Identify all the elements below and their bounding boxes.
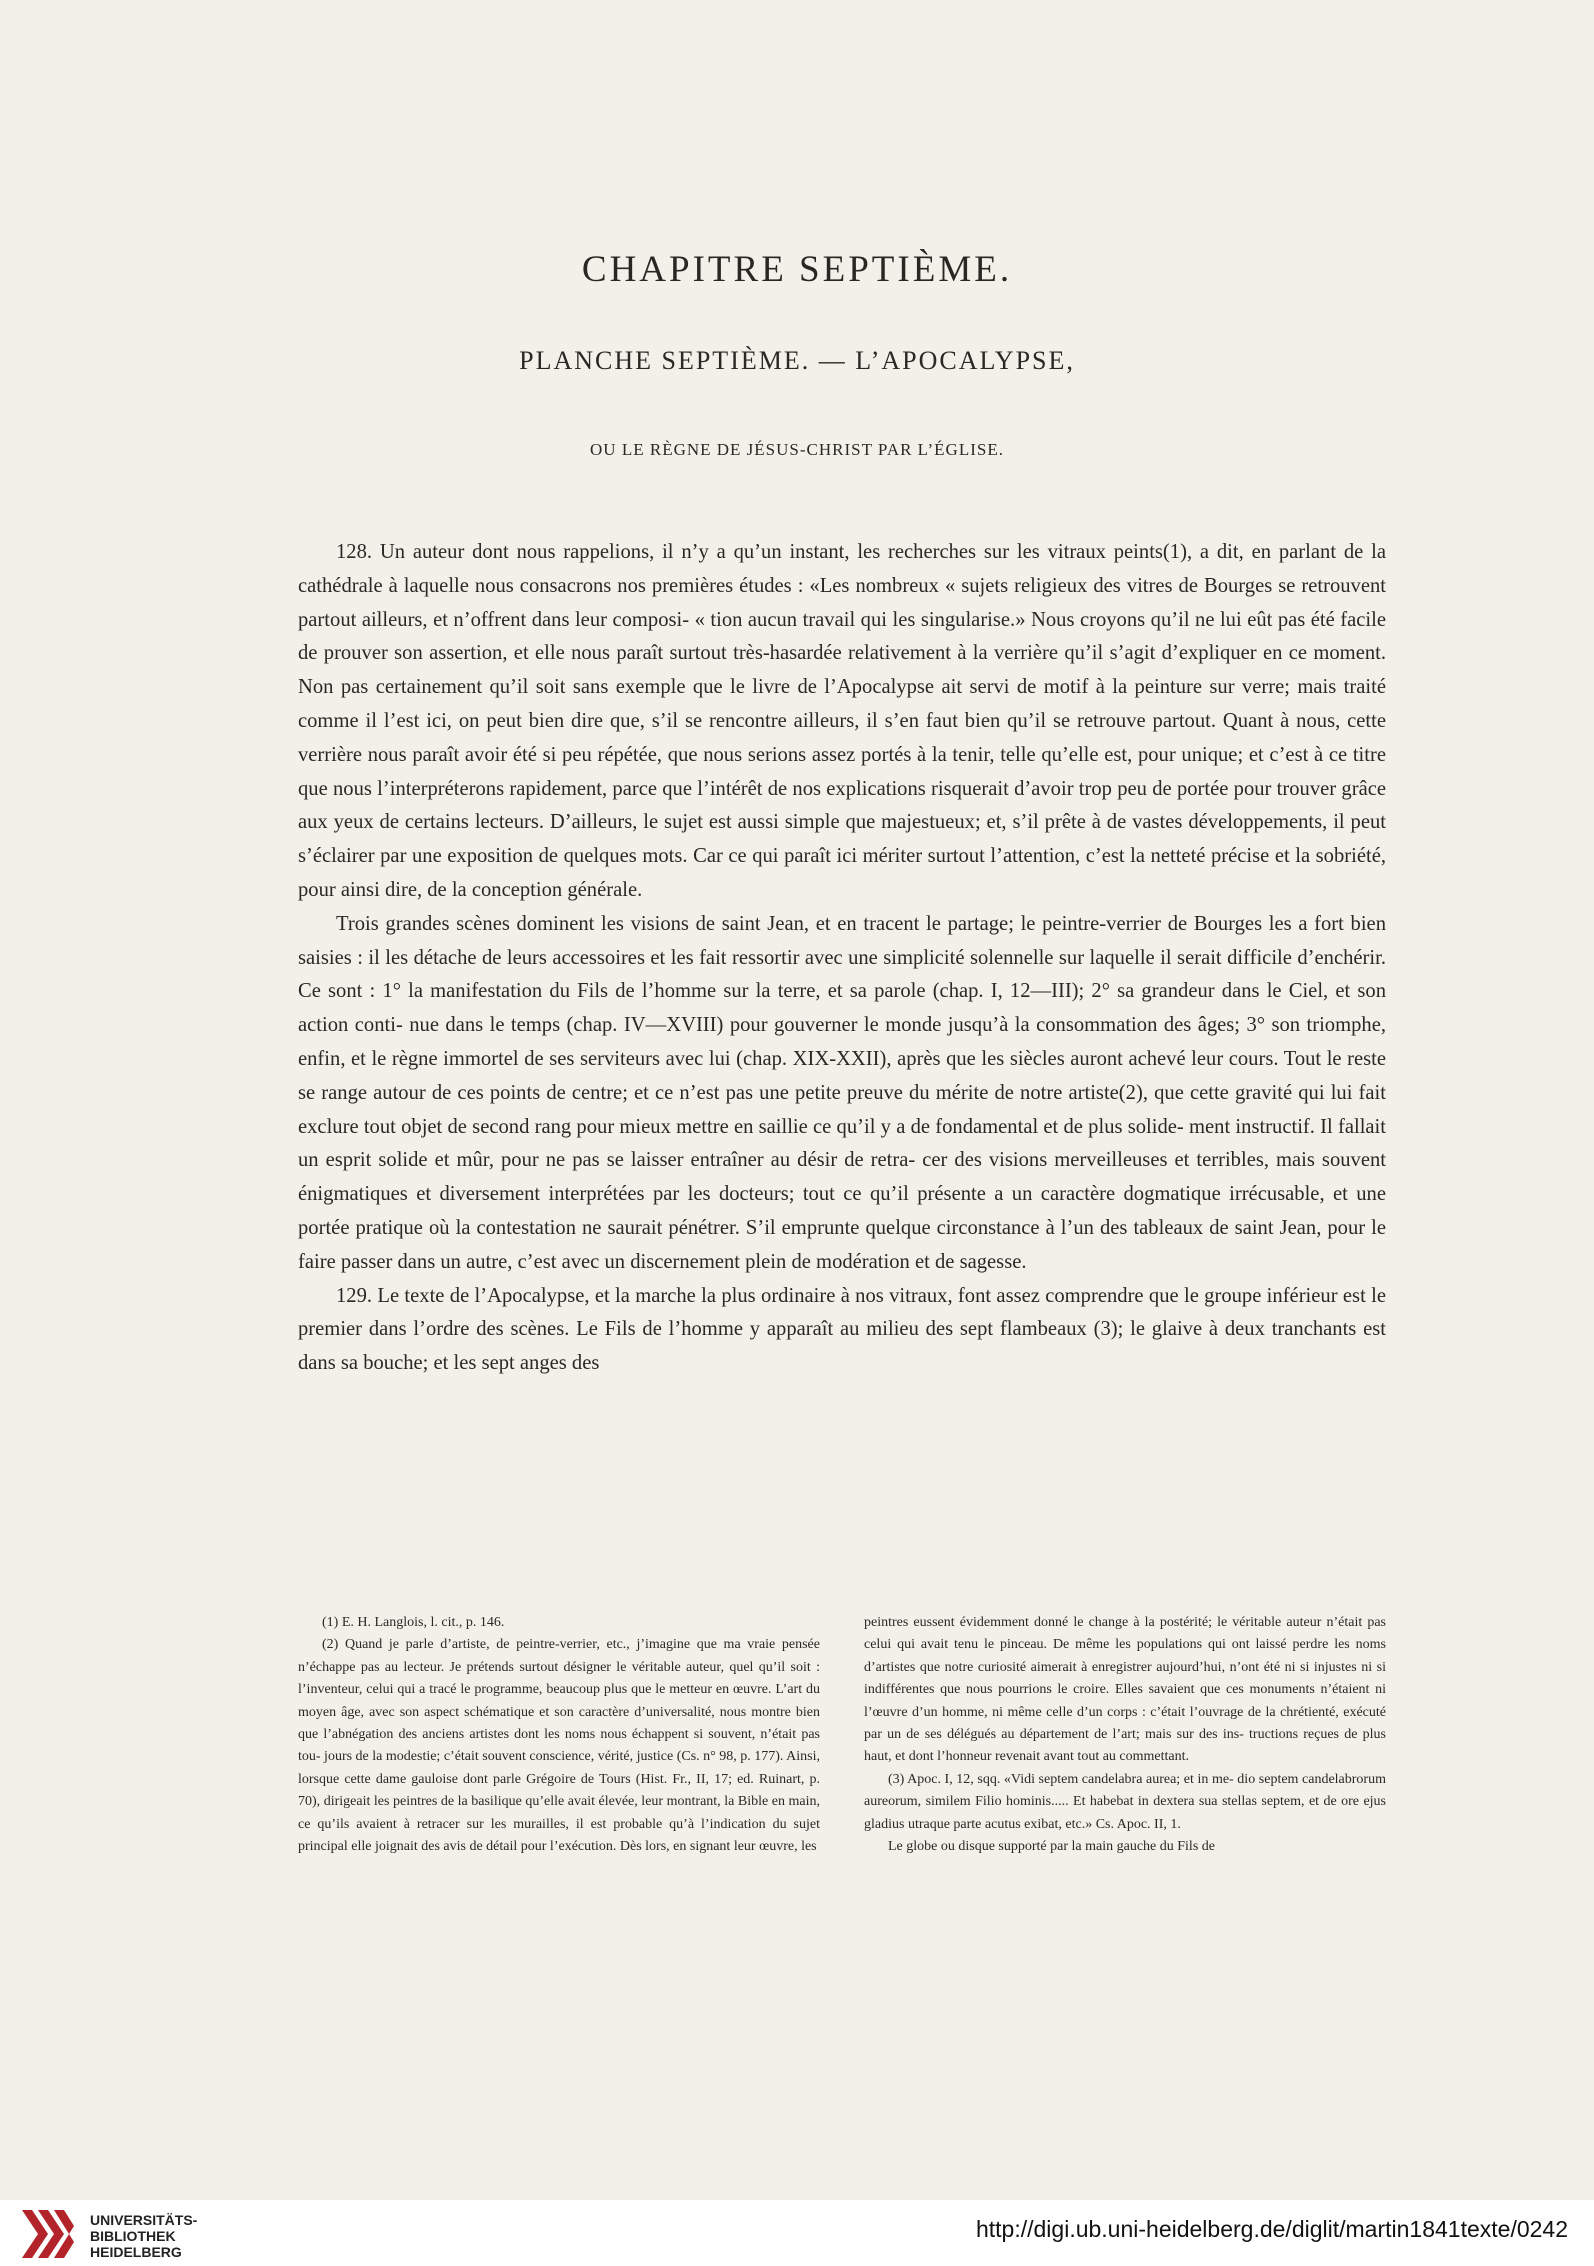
footnote-3: (3) Apoc. I, 12, sqq. «Vidi septem candelabra aurea; et in me- dio septem candelabrorum aureorum, similem Filio hominis..... Et habebat in dextera sua stellas septem, et de ore ejus gladius utraque parte acutus exibat, etc.» Cs. Apoc. II, 1. xyxy=(864,1771,1386,1832)
subtitle: OU LE RÈGNE DE JÉSUS-CHRIST PAR L’ÉGLISE. xyxy=(590,440,1004,459)
paragraph-trois: Trois grandes scènes dominent les visions de saint Jean, et en tracent le partage; le peintre-verrier de Bourges les a fort bien saisies : il les détache de leurs accessoires et les fait ressortir avec une simplicité solennelle sur laquelle il serait difficile d’enchérir. Ce sont : 1° la manifestation du Fils de l’homme sur la terre, et sa parole (chap. I, 12—III); 2° sa grandeur dans le Ciel, et son action conti- nue dans le temps (chap. IV—XVIII) pour gouverner le monde jusqu’à la consommation des âges; 3° son triomphe, enfin, et le règne immortel de ses serviteurs avec lui (chap. XIX-XXII), après que les siècles auront achevé leur cours. Tout le reste se range autour de ces points de centre; et ce n’est pas une petite preuve du mérite de notre artiste(2), que cette gravité qui lui fait exclure tout objet de second rang pour mieux mettre en saillie ce qu’il y a de fondamental et de plus solide- ment instructif. Il fallait un esprit solide et mûr, pour ne pas se laisser entraîner au désir de retra- cer des visions merveilleuses et terribles, mais souvent énigmatiques et diversement interprétées par les docteurs; tout ce qu’il présente a un caractère dogmatique irrécusable, et une portée pratique où la contestation ne saurait pénétrer. S’il emprunte quelque circonstance à l’un des tableaux de saint Jean, pour le faire passer dans un autre, c’est avec un discernement plein de modération et de sagesse. xyxy=(298,912,1386,1273)
footnotes xyxy=(298,1612,1386,1858)
body-text xyxy=(298,536,1386,1381)
library-name-line-2: BIBLIOTHEK xyxy=(90,2228,176,2244)
footnotes-right-column xyxy=(864,1612,1386,1858)
chapter-title: CHAPITRE SEPTIÈME. xyxy=(581,249,1013,290)
plate-title: PLANCHE SEPTIÈME. — L’APOCALYPSE, xyxy=(519,346,1075,375)
footnotes-left-column xyxy=(298,1612,820,1858)
library-name-line-3: HEIDELBERG xyxy=(90,2244,182,2260)
library-name-line-1: UNIVERSITÄTS- xyxy=(90,2212,198,2228)
paragraph-128: 128. Un auteur dont nous rappelions, il n’y a qu’un instant, les recherches sur les vitraux peints(1), a dit, en parlant de la cathédrale à laquelle nous consacrons nos premières études : «Les nombreux « sujets religieux des vitres de Bourges se retrouvent partout ailleurs, et n’offrent dans leur composi- « tion aucun travail qui les singularise.» Nous croyons qu’il ne lui eût pas été facile de prouver son assertion, et elle nous paraît surtout très-hasardée relativement à la verrière qu’il s’agit d’expliquer en ce moment. Non pas certainement qu’il soit sans exemple que le livre de l’Apocalypse ait servi de motif à la peinture sur verre; mais traité comme il l’est ici, on peut bien dire que, s’il se rencontre ailleurs, il s’en faut bien qu’il se retrouve partout. Quant à nous, cette verrière nous paraît avoir été si peu répétée, que nous serions assez portés à la tenir, telle qu’elle est, pour unique; et c’est à ce titre que nous l’interpréterons rapidement, parce que l’intérêt de nos explications risquerait d’avoir trop peu de portée pour trouver grâce aux yeux de certains lecteurs. D’ailleurs, le sujet est aussi simple que majestueux; et, s’il prête à de vastes développements, il peut s’éclairer par une exposition de quelques mots. Car ce qui paraît ici mériter surtout l’attention, c’est la netteté précise et la sobriété, pour ainsi dire, de la conception générale. xyxy=(298,541,1386,901)
footnote-2: (2) Quand je parle d’artiste, de peintre-verrier, etc., j’imagine que ma vraie pensée n’échappe pas au lecteur. Je prétends surtout désigner le véritable auteur, quel qu’il soit : l’inventeur, celui qui a tracé le programme, beaucoup plus que le metteur en œuvre. L’art du moyen âge, avec son aspect schématique et son caractère d’universalité, nous montre bien que l’abnégation des anciens artistes dont les noms nous échappent si souvent, n’était pas tou- jours de la modestie; c’était souvent conscience, vérité, justice (Cs. n° 98, p. 177). Ainsi, lorsque cette dame gauloise dont parle Grégoire de Tours (Hist. Fr., II, 17; ed. Ruinart, p. 70), dirigeait les peintres de la basilique qu’elle avait élevée, leur montrant, la Bible en main, ce qu’ils avaient à retracer sur les murailles, il est probable qu’à l’indication du sujet principal elle joignait des avis de détail pour l’exécution. Dès lors, en signant leur œuvre, les xyxy=(298,1637,820,1855)
footnote-2-continued: peintres eussent évidemment donné le change à la postérité; le véritable auteur n’était pas celui qui avait tenu le pinceau. De même les populations qui ont laissé perdre les noms d’artistes que notre curiosité aimerait à enregistrer aujourd’hui, n’ont été ni si injustes ni si indifférentes que nous pourrions le croire. Elles savaient que ces monuments n’étaient ni l’œuvre d’un homme, ni même celle d’un corps : c’était l’ouvrage de la chrétienté, exécuté par un de ses délégués au département de l’art; mais sur des ins- tructions reçues de plus haut, et dont l’honneur revenait avant tout au commettant. xyxy=(864,1615,1386,1765)
library-logo-icon xyxy=(18,2206,78,2262)
library-name xyxy=(90,2212,197,2260)
permalink-url[interactable]: http://digi.ub.uni-heidelberg.de/diglit/martin1841texte/0242 xyxy=(975,2216,1568,2242)
footnote-3-continued: Le globe ou disque supporté par la main gauche du Fils de xyxy=(888,1839,1215,1855)
footnote-1: (1) E. H. Langlois, l. cit., p. 146. xyxy=(322,1615,505,1630)
paragraph-129: 129. Le texte de l’Apocalypse, et la marche la plus ordinaire à nos vitraux, font assez comprendre que le groupe inférieur est le premier dans l’ordre des scènes. Le Fils de l’homme y apparaît au milieu des sept flambeaux (3); le glaive à deux tranchants est dans sa bouche; et les sept anges des xyxy=(298,1284,1386,1375)
